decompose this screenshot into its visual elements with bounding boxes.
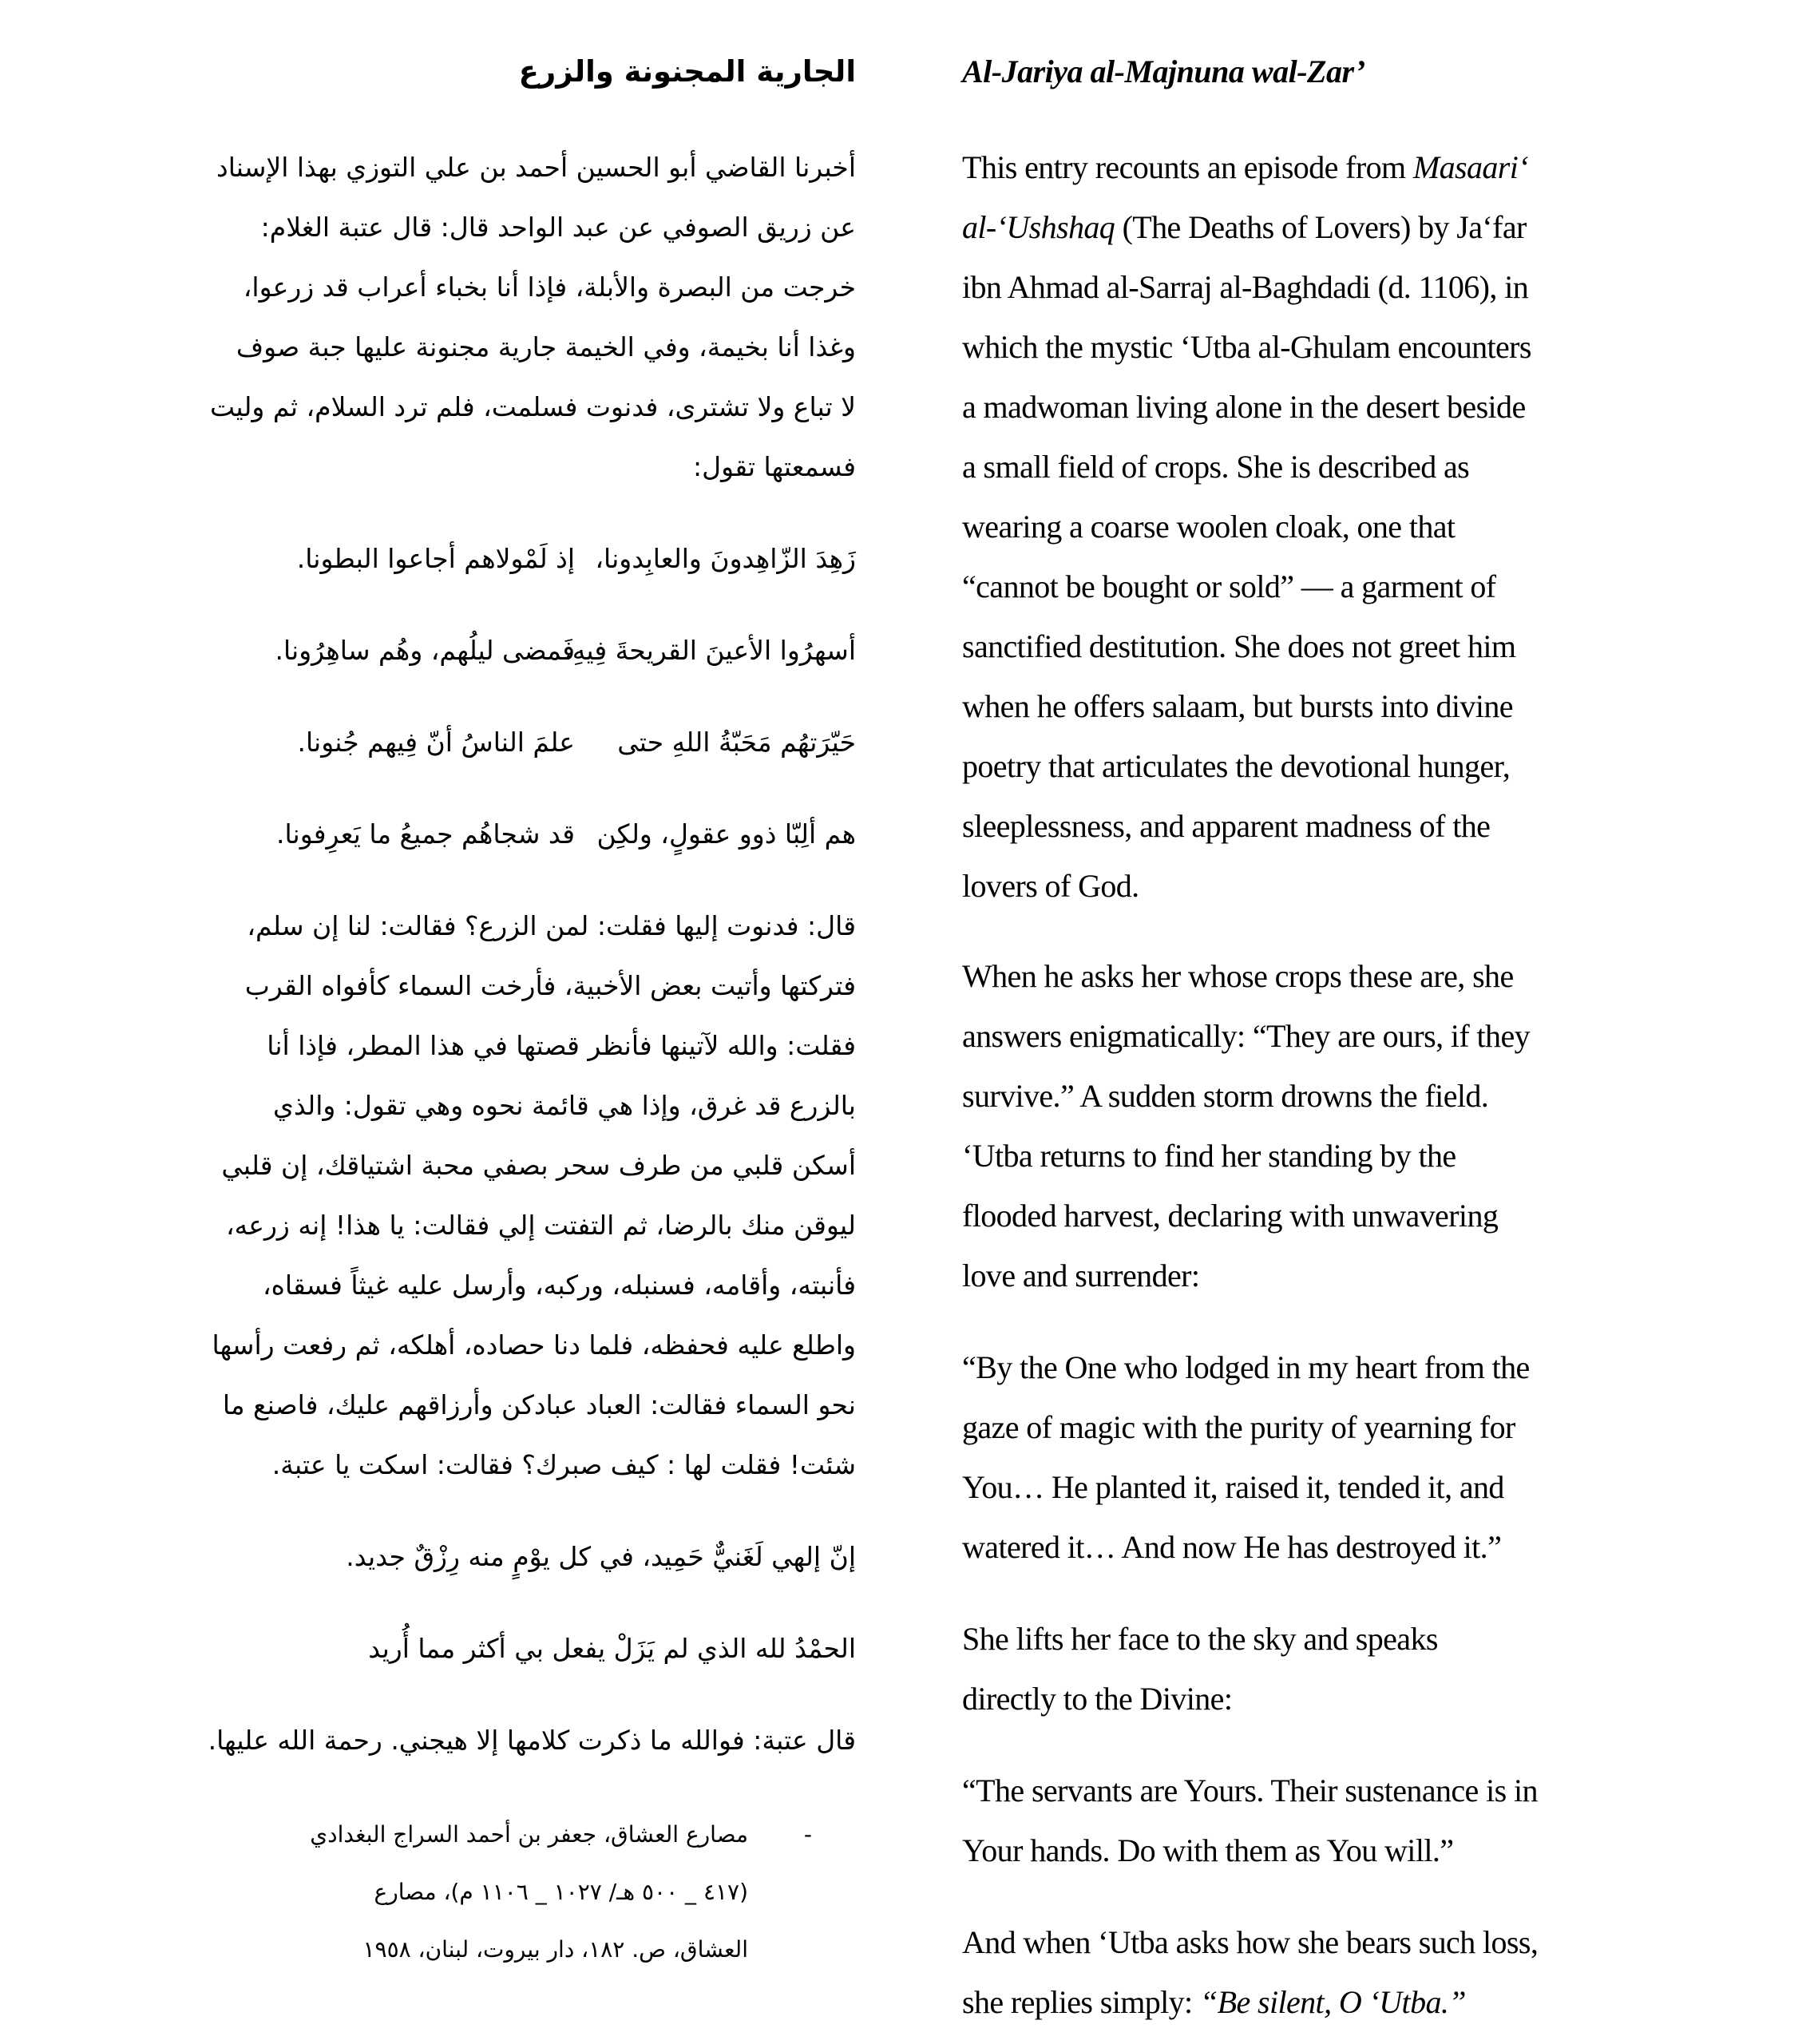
citation-line: (٤١٧ _ ٥٠٠ هـ/ ١٠٢٧ _ ١١٠٦ م)، مصارع — [374, 1879, 748, 1905]
english-line: And when ‘Utba asks how she bears such loss, — [962, 1924, 1539, 1960]
arabic-line: بالزرع قد غرق، وإذا هي قائمة نحوه وهي تقول: والذي — [272, 1090, 856, 1121]
book-title-italic: Masaari‘ — [1412, 149, 1528, 185]
english-line: wearing a coarse woolen cloak, one that — [962, 509, 1456, 545]
english-line: You… He planted it, raised it, tended it, and — [962, 1469, 1504, 1505]
citation-bullet: - — [803, 1821, 812, 1848]
english-paragraph-sky — [962, 1609, 1649, 1729]
english-line: love and surrender: — [962, 1258, 1200, 1293]
arabic-line: واطلع عليه فحفظه، فلما دنا حصاده، أهلكه، ثم رفعت رأسها — [212, 1329, 856, 1361]
arabic-line: ليوقن منك بالرضا، ثم التفتت إلي فقالت: يا هذا! إنه زرعه، — [225, 1210, 856, 1241]
arabic-paragraph-isnad — [200, 137, 856, 497]
english-line — [962, 137, 1649, 197]
arabic-poem — [200, 529, 856, 896]
book-title-italic: al-‘Ushshaq — [962, 209, 1115, 245]
citation-line — [253, 1806, 812, 1864]
verse-second-hemistich: قد شجاهُم جميعُ ما يَعرِفونا. — [275, 818, 575, 850]
english-line: flooded harvest, declaring with unwavering — [962, 1198, 1499, 1234]
arabic-line: أخبرنا القاضي أبو الحسين أحمد بن علي التوزي بهذا الإسناد — [216, 152, 856, 183]
arabic-praise-line-1: إنّ إلهي لَغَنيٌّ حَمِيد، في كل يوْمٍ منه رِزْقٌ جديد. — [346, 1541, 856, 1572]
english-line: Your hands. Do with them as You will.” — [962, 1832, 1454, 1868]
arabic-title: الجارية المجنونة والزرع — [518, 54, 856, 89]
arabic-citation — [253, 1806, 812, 1979]
arabic-line: عن زريق الصوفي عن عبد الواحد قال: قال عتبة الغلام: — [260, 212, 856, 243]
verse-first-hemistich: أسهرُوا الأعينَ القريحةَ فِيهِ، — [564, 635, 856, 666]
english-line: survive.” A sudden storm drowns the field. — [962, 1078, 1489, 1114]
english-line: “By the One who lodged in my heart from the — [962, 1349, 1530, 1385]
verse-first-hemistich: زَهِدَ الزّاهِدونَ والعابِدونا، — [595, 543, 856, 574]
quote-italic: “Be silent, O ‘Utba.” — [1199, 1984, 1466, 2020]
english-line: lovers of God. — [962, 868, 1139, 904]
text: she replies simply: — [962, 1984, 1200, 2020]
arabic-line: خرجت من البصرة والأبلة، فإذا أنا بخباء أعراب قد زرعوا، — [243, 271, 856, 303]
english-paragraph-intro — [962, 137, 1649, 916]
verse-second-hemistich: فَمضى ليلُهم، وهُم ساهِرُونا. — [275, 635, 575, 666]
english-line: ibn Ahmad al-Sarraj al-Baghdadi (d. 1106), in — [962, 269, 1529, 305]
poem-verse — [200, 529, 856, 620]
english-title: Al-Jariya al-Majnuna wal-Zar’ — [962, 53, 1365, 89]
poem-verse — [200, 712, 856, 804]
arabic-column — [200, 0, 856, 2044]
english-line: which the mystic ‘Utba al-Ghulam encounters — [962, 329, 1531, 365]
english-quote-servants — [962, 1761, 1649, 1880]
english-line: “The servants are Yours. Their sustenance is in — [962, 1773, 1538, 1808]
english-line: ‘Utba returns to find her standing by the — [962, 1138, 1456, 1174]
poem-verse — [200, 620, 856, 712]
arabic-line: شئت! فقلت لها : كيف صبرك؟ فقالت: اسكت يا عتبة. — [271, 1449, 856, 1480]
verse-second-hemistich: إذ لَمْولاهم أجاعوا البطونا. — [296, 543, 575, 574]
english-line: gaze of magic with the purity of yearning for — [962, 1409, 1515, 1445]
arabic-line: فسمعتها تقول: — [693, 451, 856, 482]
english-line: a madwoman living alone in the desert beside — [962, 389, 1526, 425]
arabic-line: لا تباع ولا تشترى، فدنوت فسلمت، فلم ترد السلام، ثم وليت — [210, 391, 856, 422]
english-paragraph-silence — [962, 1912, 1649, 2032]
english-quote-lodged — [962, 1337, 1649, 1577]
arabic-line: أسكن قلبي من طرف سحر بصفي محبة اشتياقك، إن قلبي — [221, 1150, 856, 1181]
english-line: answers enigmatically: “They are ours, if they — [962, 1018, 1531, 1054]
english-line: directly to the Divine: — [962, 1681, 1233, 1717]
arabic-line: نحو السماء فقالت: العباد عبادكن وأرزاقهم عليك، فاصنع ما — [222, 1389, 856, 1420]
english-line: poetry that articulates the devotional hunger, — [962, 748, 1511, 784]
arabic-line: فأنبته، وأقامه، فسنبله، وركبه، وأرسل عليه غيثاً فسقاه، — [262, 1270, 856, 1301]
english-line: sleeplessness, and apparent madness of the — [962, 808, 1491, 844]
english-line: sanctified destitution. She does not greet him — [962, 628, 1516, 664]
english-line: She lifts her face to the sky and speaks — [962, 1621, 1438, 1657]
verse-first-hemistich: هم ألِبّا ذوو عقولٍ، ولكِن — [596, 818, 856, 850]
english-line: watered it… And now He has destroyed it.” — [962, 1529, 1502, 1565]
english-line: a small field of crops. She is described as — [962, 449, 1470, 485]
arabic-paragraph-narrative — [200, 896, 856, 1495]
text: This entry recounts an episode from — [962, 149, 1413, 185]
poem-verse — [200, 804, 856, 896]
citation-text: مصارع العشاق، جعفر بن أحمد السراج البغدادي — [310, 1821, 748, 1848]
arabic-closing-line: قال عتبة: فوالله ما ذكرت كلامها إلا هيجني. رحمة الله عليها. — [208, 1725, 856, 1756]
english-line — [962, 1972, 1649, 2032]
english-line: When he asks her whose crops these are, she — [962, 958, 1514, 994]
arabic-praise-line-2: الحمْدُ لله الذي لم يَزَلْ يفعل بي أكثر مما أُريد — [368, 1633, 856, 1664]
arabic-line: وغذا أنا بخيمة، وفي الخيمة جارية مجنونة عليها جبة صوف — [236, 331, 856, 362]
citation-line: العشاق، ص. ١٨٢، دار بيروت، لبنان، ١٩٥٨ — [362, 1936, 748, 1963]
english-paragraph-storm — [962, 946, 1649, 1305]
verse-first-hemistich: حَيّرَتهُم مَحَبّةُ اللهِ حتى — [617, 727, 856, 758]
english-column — [962, 0, 1649, 2044]
verse-second-hemistich: علمَ الناسُ أنّ فِيهم جُنونا. — [297, 727, 575, 758]
text: (The Deaths of Lovers) by Ja‘far — [1115, 209, 1527, 245]
english-line: “cannot be bought or sold” — a garment of — [962, 568, 1496, 604]
arabic-line: قال: فدنوت إليها فقلت: لمن الزرع؟ فقالت: لنا إن سلم، — [247, 910, 856, 941]
english-line: when he offers salaam, but bursts into divine — [962, 688, 1513, 724]
arabic-line: فتركتها وأتيت بعض الأخبية، فأرخت السماء كأفواه القرب — [244, 970, 856, 1001]
english-line — [962, 197, 1649, 257]
arabic-line: فقلت: والله لآتينها فأنظر قصتها في هذا المطر، فإذا أنا — [267, 1030, 856, 1061]
